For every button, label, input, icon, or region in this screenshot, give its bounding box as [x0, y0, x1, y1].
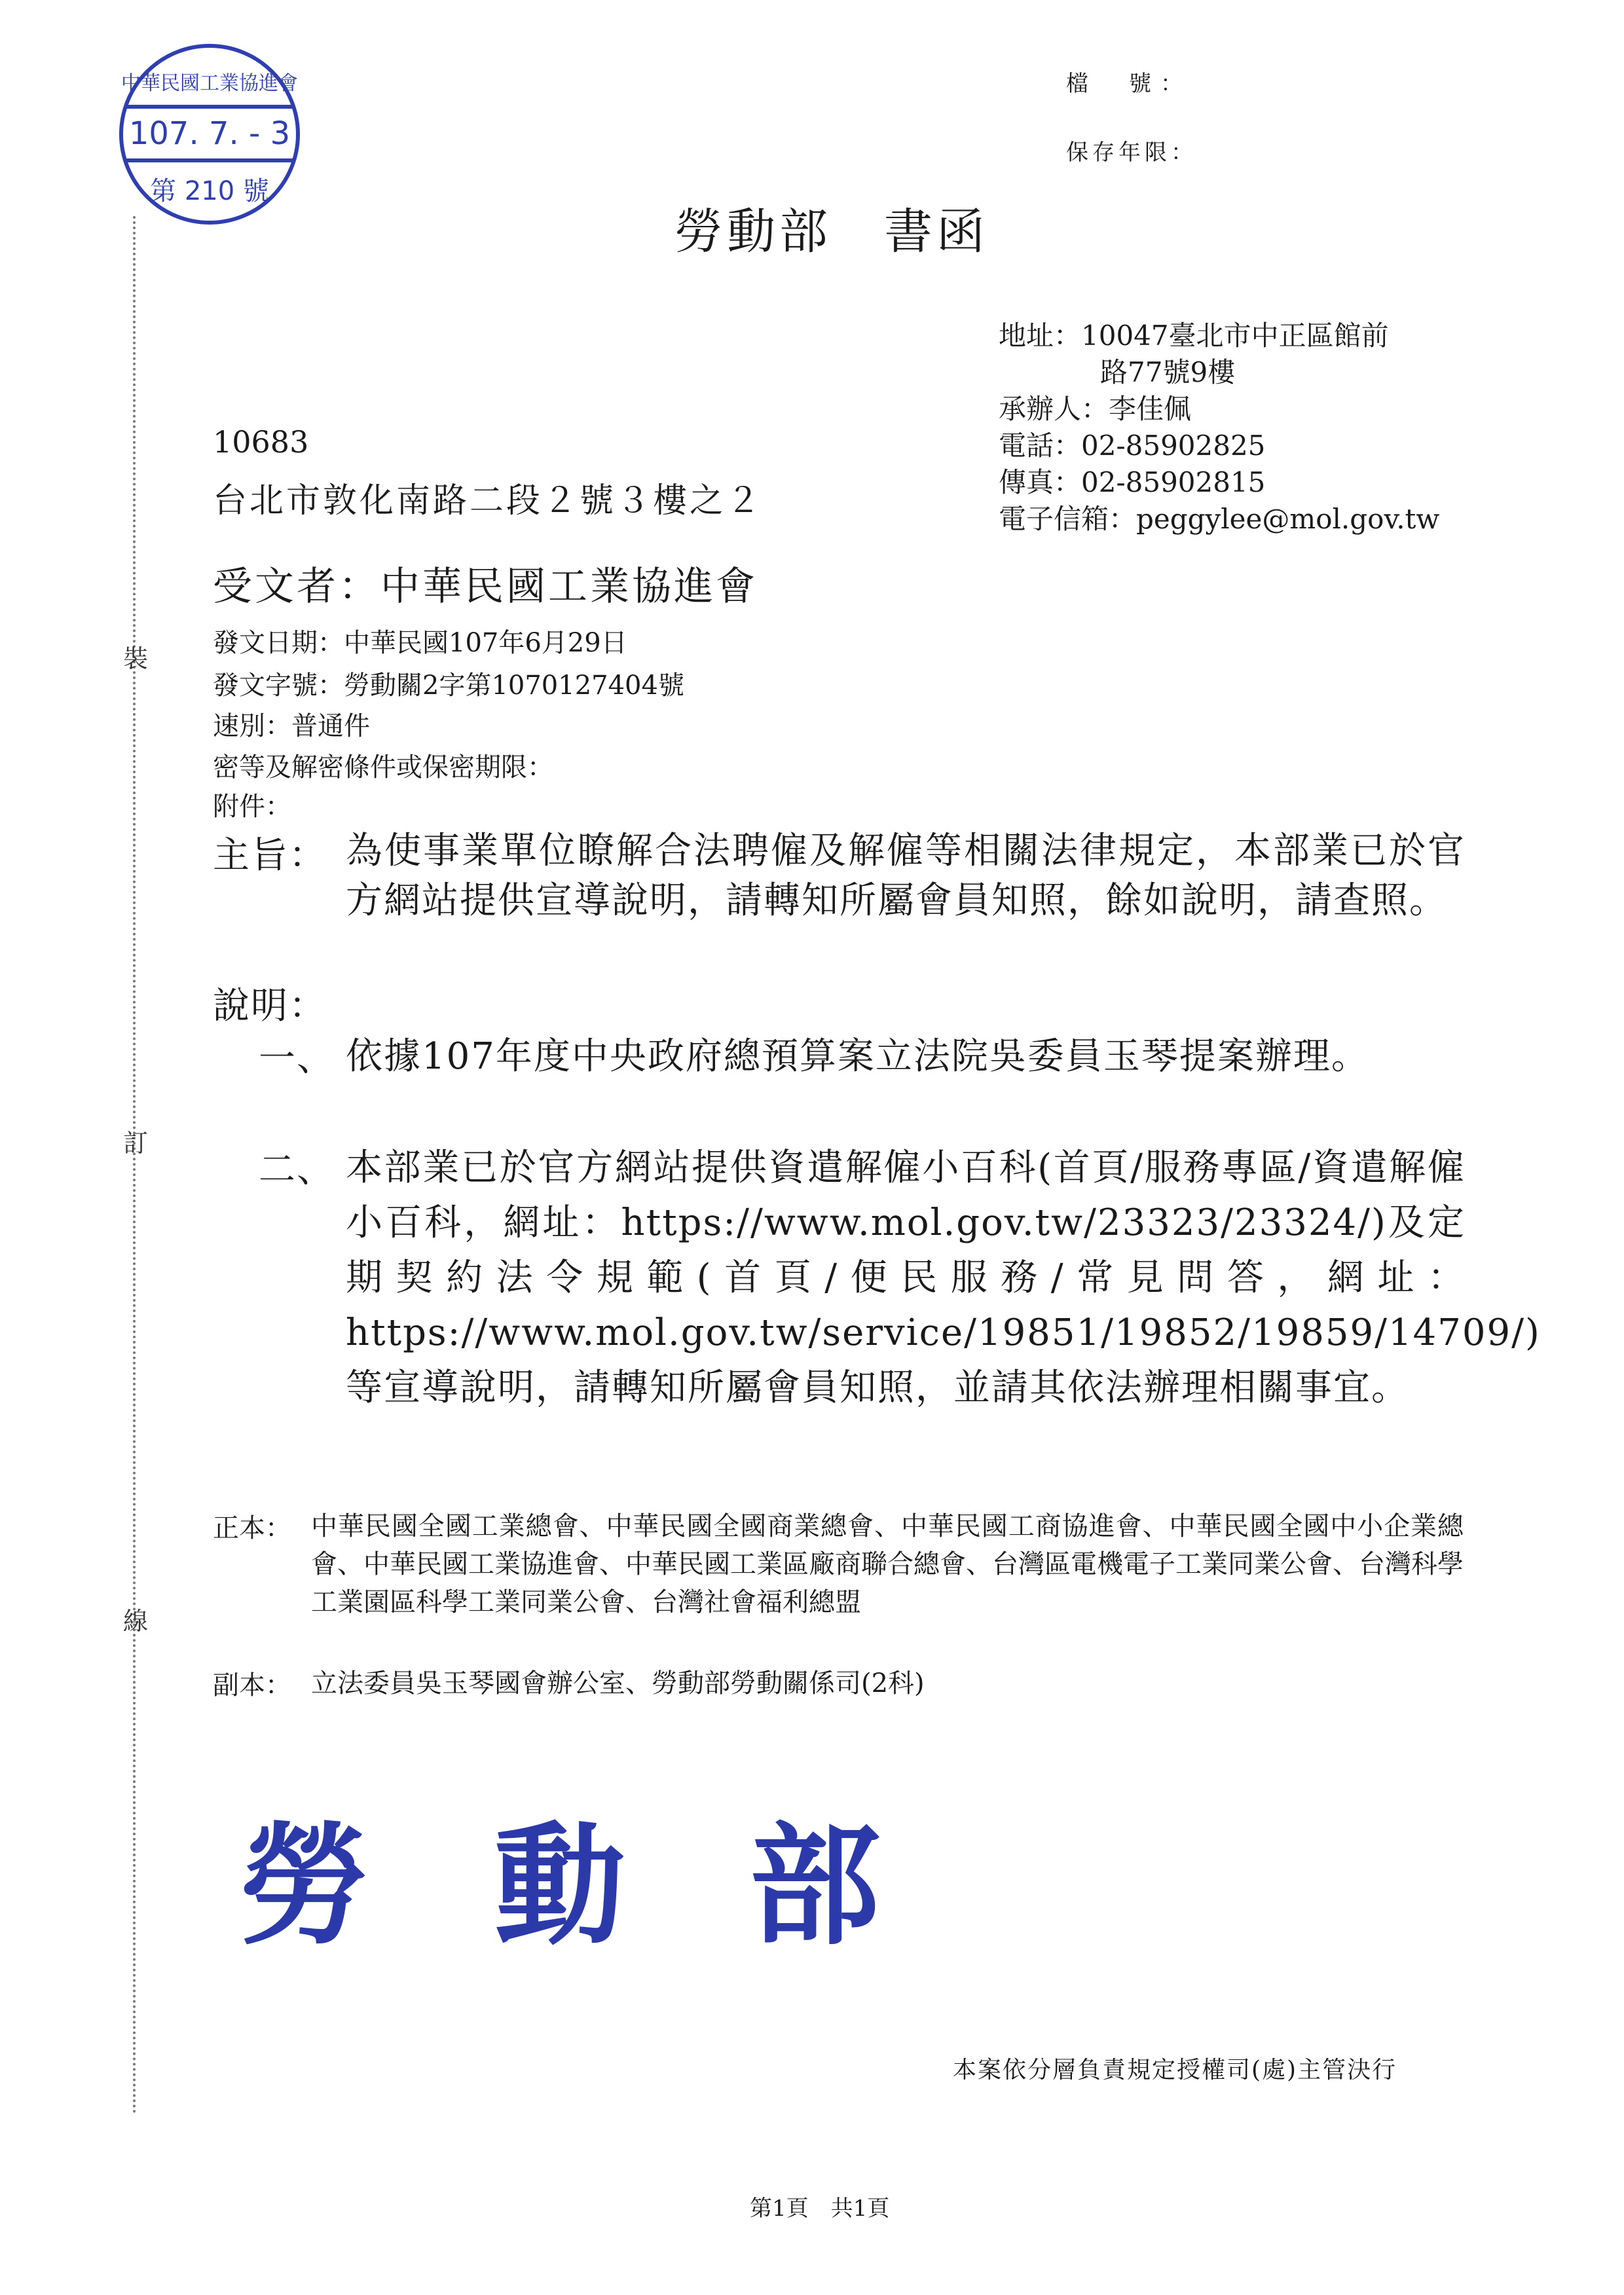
sender-fax: 傳真：02-85902815	[999, 466, 1266, 498]
original-recipients: 中華民國全國工業總會、中華民國全國商業總會、中華民國工商協進會、中華民國全國中小企業總會、中華民國工業協進會、中華民國工業區廠商聯合總會、台灣區電機電子工業同業公會、台灣科學工業園區科學工業同業公會、台灣社會福利總盟	[311, 1511, 1464, 1617]
sender-email: 電子信箱：peggylee@mol.gov.tw	[999, 503, 1440, 535]
explanation-item-1-text: 依據107年度中央政府總預算案立法院吳委員玉琴提案辦理。	[346, 1035, 1369, 1078]
sender-phone: 電話：02-85902825	[999, 430, 1266, 462]
agency-seal-text: 勞 動 部	[239, 1814, 920, 1958]
binding-mark-ding: 訂	[123, 1129, 149, 1158]
recipient-zip: 10683	[213, 424, 309, 460]
sender-address-line2: 路77號9樓	[1100, 356, 1236, 388]
attachment-info: 附件：	[213, 792, 291, 822]
document-title-type: 書函	[884, 204, 989, 260]
authority-note: 本案依分層負責規定授權司(處)主管決行	[953, 2057, 1397, 2084]
original-recipients-label: 正本：	[213, 1513, 291, 1543]
file-number-label: 檔 號：	[1066, 71, 1192, 97]
binding-mark-xian: 線	[123, 1607, 149, 1636]
explanation-label: 說明：	[213, 985, 327, 1027]
document-number: 發文字號：勞動關2字第1070127404號	[213, 670, 684, 701]
sender-contact: 承辦人：李佳佩	[999, 393, 1192, 425]
secrecy-info: 密等及解密條件或保密期限：	[213, 752, 553, 782]
received-stamp-org: 中華民國工業協進會	[121, 72, 298, 95]
received-stamp-number: 第 210 號	[150, 176, 269, 206]
received-stamp-date: 107. 7. - 3	[128, 115, 291, 152]
explanation-item-2-text: 本部業已於官方網站提供資遣解僱小百科(首頁/服務專區/資遣解僱小百科，網址：https://www.mol.gov.tw/23323/23324/)及定期契約法令規範(首頁/便民服務/常見問答，網址：https://www.mol.gov.tw/service/19851/19852/19859/14709/)等宣導說明，請轉知所屬會員知照，並請其依法辦理相關事宜。	[346, 1147, 1541, 1409]
binding-mark-zhuang: 裝	[123, 644, 149, 673]
copy-recipients-label: 副本：	[213, 1670, 291, 1700]
explanation-item-2-number: 二、	[259, 1148, 335, 1191]
agency-seal	[239, 1814, 992, 1958]
document-title-agency: 勞動部	[674, 204, 832, 260]
issue-date: 發文日期：中華民國107年6月29日	[213, 628, 627, 658]
copy-recipients: 立法委員吳玉琴國會辦公室、勞動部勞動關係司(2科)	[311, 1668, 925, 1698]
retention-period-label: 保存年限：	[1066, 139, 1197, 166]
recipient-address: 台北市敦化南路二段２號３樓之２	[213, 481, 764, 521]
speed-class: 速別：普通件	[213, 711, 370, 741]
subject-label: 主旨：	[213, 834, 327, 877]
document-title	[674, 193, 989, 263]
explanation-item-1-number: 一、	[259, 1037, 335, 1080]
binding-line	[133, 216, 136, 2115]
subject-text: 為使事業單位瞭解合法聘僱及解僱等相關法律規定，本部業已於官方網站提供宣導說明，請轉知所屬會員知照，餘如說明，請查照。	[346, 830, 1466, 922]
received-stamp	[111, 36, 308, 232]
sender-address-line1: 地址：10047臺北市中正區館前	[999, 320, 1389, 352]
recipient: 受文者：中華民國工業協進會	[213, 564, 758, 610]
page-number: 第1頁 共1頁	[750, 2195, 890, 2222]
